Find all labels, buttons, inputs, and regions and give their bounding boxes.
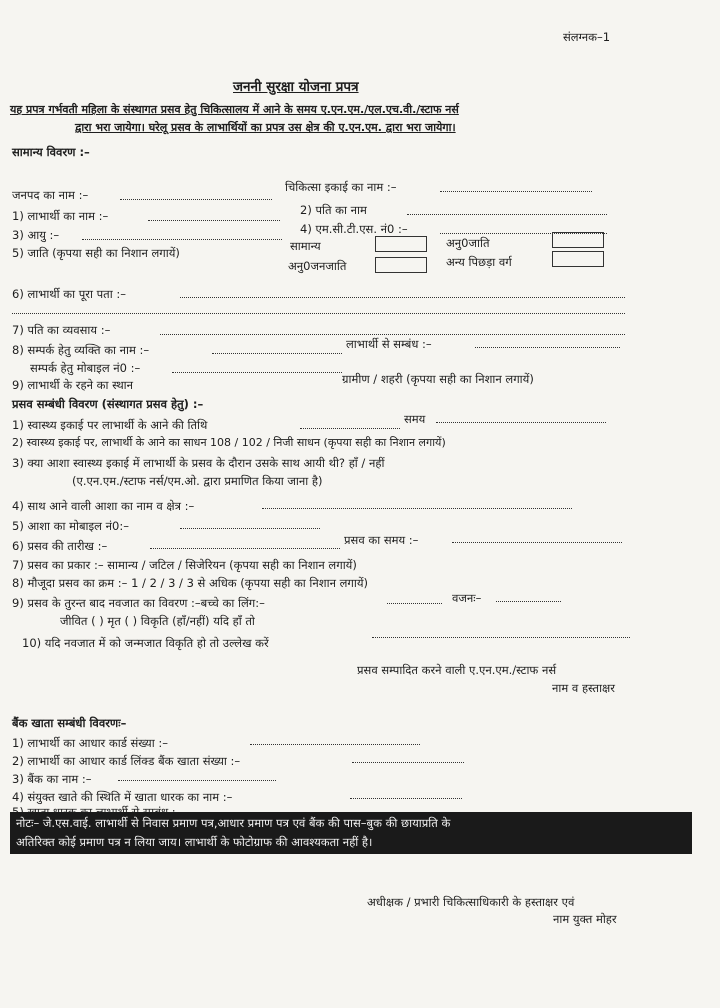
aadhaar-label: 1) लाभार्थी का आधार कार्ड संख्या :– <box>12 736 168 750</box>
asha-mobile-field[interactable] <box>180 527 320 529</box>
residence-label: 9) लाभार्थी के रहने का स्थान <box>12 378 134 392</box>
asha-name-field[interactable] <box>262 507 572 509</box>
residence-options[interactable]: ग्रामीण / शहरी (कृपया सही का निशान लगायें) <box>342 372 534 386</box>
address-label: 6) लाभार्थी का पूरा पता :– <box>12 287 126 301</box>
arrival-time-field[interactable] <box>436 421 606 423</box>
superintendent-seal-label: नाम युक्त मोहर <box>553 912 617 926</box>
district-field[interactable] <box>120 198 272 200</box>
general-heading: सामान्य विवरण :– <box>12 145 90 159</box>
arrival-time-label: समय <box>404 412 426 426</box>
delivery-order[interactable]: 8) मौजूदा प्रसव का क्रम :– 1 / 2 / 3 / 3 से अधिक (कृपया सही का निशान लगायें) <box>12 576 369 590</box>
caste-sc-checkbox[interactable] <box>552 232 604 248</box>
contact-mobile-field[interactable] <box>172 371 342 373</box>
delivery-date-field[interactable] <box>150 547 340 549</box>
arrival-mode[interactable]: 2) स्वास्थ्य इकाई पर, लाभार्थी के आने का साधन 108 / 102 / निजी साधन (कृपया सही का निशान लगायें) <box>12 436 446 449</box>
asha-name-label: 4) साथ आने वाली आशा का नाम व क्षेत्र :– <box>12 499 195 513</box>
caste-general-checkbox[interactable] <box>375 236 427 252</box>
asha-mobile-label: 5) आशा का मोबाइल नं0:– <box>12 519 129 533</box>
address-field-2[interactable] <box>12 312 625 314</box>
age-field[interactable] <box>82 238 282 240</box>
relation-label: लाभार्थी से सम्बंध :– <box>346 337 432 351</box>
bank-account-label: 2) लाभार्थी का आधार कार्ड लिंक्ड बैंक खाता संख्या :– <box>12 754 241 768</box>
bank-heading: बैंक खाता सम्बंधी विवरणः– <box>12 716 127 730</box>
aadhaar-field[interactable] <box>250 743 420 745</box>
caste-general-label: सामान्य <box>290 239 321 253</box>
husband-name-label: 2) पति का नाम <box>300 203 367 217</box>
note-line-2: अतिरिक्त कोई प्रमाण पत्र न लिया जाय। लाभार्थी के फोटोग्राफ की आवश्यकता नहीं है। <box>16 835 373 849</box>
asha-accompanied[interactable]: 3) क्या आशा स्वास्थ्य इकाई में लाभार्थी के प्रसव के दौरान उसके साथ आयी थी? हाँ / नहीं <box>12 456 385 470</box>
joint-holder-field[interactable] <box>350 797 462 799</box>
arrival-date-label: 1) स्वास्थ्य इकाई पर लाभार्थी के आने की तिथि <box>12 418 208 432</box>
husband-occupation-label: 7) पति का व्यवसाय :– <box>12 323 111 337</box>
form-title: जननी सुरक्षा योजना प्रपत्र <box>233 79 359 95</box>
caste-sc-label: अनु0जाति <box>446 236 490 250</box>
note-line-1: नोटः– जे.एस.वाई. लाभार्थी से निवास प्रमाण पत्र,आधार प्रमाण पत्र एवं बैंक की पास–बुक की छायाप्रति के <box>16 816 451 830</box>
congenital-defect-field[interactable] <box>372 636 630 638</box>
facility-label: चिकित्सा इकाई का नाम :– <box>285 180 397 194</box>
intro-line-2: द्वारा भरा जायेगा। घरेलू प्रसव के लाभार्थियों का प्रपत्र उस क्षेत्र की ए.एन.एम. द्वारा भरा जायेगा। <box>75 121 456 134</box>
delivery-heading: प्रसव सम्बंधी विवरण (संस्थागत प्रसव हेतु) :– <box>12 397 204 411</box>
contact-mobile-label: सम्पर्क हेतु मोबाइल नं0 :– <box>30 361 141 375</box>
contact-person-label: 8) सम्पर्क हेतु व्यक्ति का नाम :– <box>12 343 150 357</box>
newborn-weight-label: वजनः– <box>452 591 482 605</box>
mcts-label: 4) एम.सी.टी.एस. नं0 :– <box>300 222 408 236</box>
asha-certification-note: (ए.एन.एम./स्टाफ नर्स/एम.ओ. द्वारा प्रमाणित किया जाना है) <box>72 474 323 488</box>
bank-account-field[interactable] <box>352 761 464 763</box>
caste-obc-checkbox[interactable] <box>552 251 604 267</box>
relation-field[interactable] <box>475 346 620 348</box>
annexure-label: संलग्नक–1 <box>563 30 611 44</box>
newborn-sex-label: 9) प्रसव के तुरन्त बाद नवजात का विवरण :–बच्चे का लिंग:– <box>12 596 265 610</box>
bank-name-label: 3) बैंक का नाम :– <box>12 772 92 786</box>
caste-st-label: अनु0जनजाति <box>288 259 347 273</box>
facility-field[interactable] <box>440 190 592 192</box>
anm-signatory-subtitle: नाम व हस्ताक्षर <box>552 681 616 695</box>
address-field-1[interactable] <box>180 296 625 298</box>
delivery-type[interactable]: 7) प्रसव का प्रकार :– सामान्य / जटिल / सिजेरियन (कृपया सही का निशान लगायें) <box>12 558 357 572</box>
district-label: जनपद का नाम :– <box>12 188 89 202</box>
delivery-date-label: 6) प्रसव की तारीख :– <box>12 539 108 553</box>
contact-person-field[interactable] <box>212 352 342 354</box>
congenital-defect-label: 10) यदि नवजात में को जन्मजात विकृति हो तो उल्लेख करें <box>22 636 269 650</box>
husband-name-field[interactable] <box>407 213 607 215</box>
arrival-date-field[interactable] <box>300 427 400 429</box>
note-box <box>10 812 692 854</box>
beneficiary-name-label: 1) लाभार्थी का नाम :– <box>12 209 109 223</box>
delivery-time-label: प्रसव का समय :– <box>344 533 419 547</box>
newborn-weight-field[interactable] <box>496 600 561 602</box>
caste-st-checkbox[interactable] <box>375 257 427 273</box>
delivery-time-field[interactable] <box>452 541 622 543</box>
beneficiary-name-field[interactable] <box>148 219 280 221</box>
intro-line-1: यह प्रपत्र गर्भवती महिला के संस्थागत प्रसव हेतु चिकित्सालय में आने के समय ए.एन.एम./एल.एच.वी./स्टाफ नर्स <box>10 103 459 116</box>
caste-label: 5) जाति (कृपया सही का निशान लगायें) <box>12 246 180 260</box>
newborn-sex-field[interactable] <box>387 602 442 604</box>
superintendent-signature-title: अधीक्षक / प्रभारी चिकित्साधिकारी के हस्ताक्षर एवं <box>367 895 575 909</box>
caste-obc-label: अन्य पिछड़ा वर्ग <box>446 255 512 269</box>
anm-signatory-title: प्रसव सम्पादित करने वाली ए.एन.एम./स्टाफ नर्स <box>357 663 557 677</box>
age-label: 3) आयु :– <box>12 228 60 242</box>
joint-holder-label: 4) संयुक्त खाते की स्थिति में खाता धारक का नाम :– <box>12 790 233 804</box>
newborn-status[interactable]: जीवित ( ) मृत ( ) विकृति (हाँ/नहीं) यदि हाँ तो <box>60 614 255 628</box>
husband-occupation-field[interactable] <box>160 333 625 335</box>
bank-name-field[interactable] <box>118 779 276 781</box>
